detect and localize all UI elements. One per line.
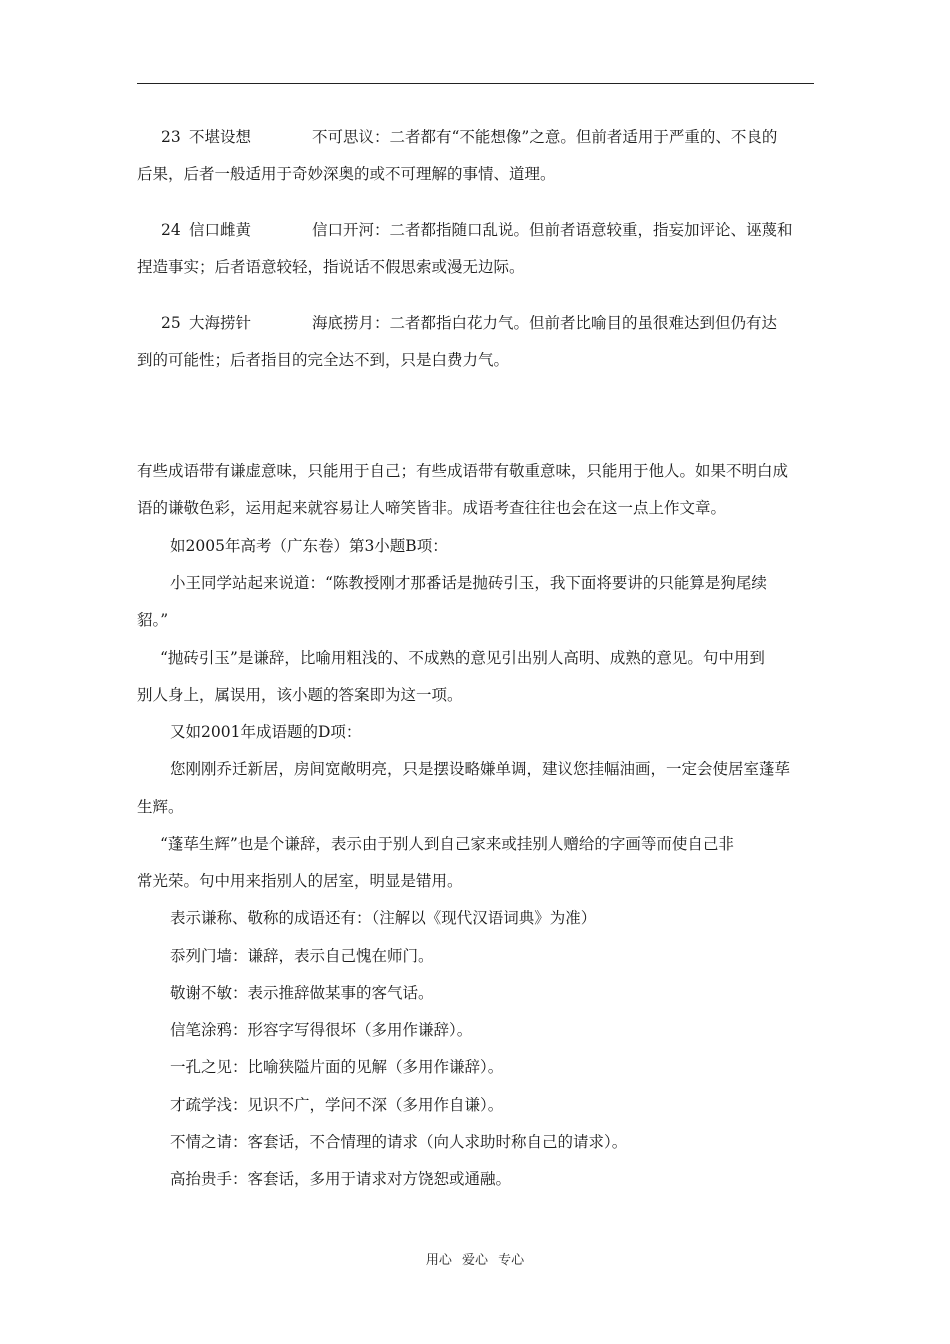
idiom-entry: 信笔涂鸦：形容字写得很坏（多用作谦辞）。: [170, 1021, 473, 1039]
body-line: 表示谦称、敬称的成语还有：（注解以《现代汉语词典》为准）: [170, 909, 597, 927]
comparison-25-continuation: 到的可能性；后者指目的完全达不到，只是白费力气。: [137, 351, 510, 369]
body-line: “抛砖引玉”是谦辞，比喻用粗浅的、不成熟的意见引出别人高明、成熟的意见。句中用到: [160, 649, 765, 667]
body-line: 貂。”: [137, 611, 169, 629]
body-line: 别人身上，属误用，该小题的答案即为这一项。: [137, 686, 463, 704]
comparison-23-number: 23: [161, 128, 181, 146]
body-line: “蓬荜生辉”也是个谦辞，表示由于别人到自己家来或挂别人赠给的字画等而使自己非: [160, 835, 734, 853]
page-footer: [0, 1249, 950, 1268]
body-line: 如2005年高考（广东卷）第3小题B项：: [170, 537, 448, 555]
comparison-24-continuation: 捏造事实；后者语意较轻，指说话不假思索或漫无边际。: [137, 258, 525, 276]
idiom-entry: 高抬贵手：客套话，多用于请求对方饶恕或通融。: [170, 1170, 512, 1188]
idiom-entry: 忝列门墙：谦辞，表示自己愧在师门。: [170, 947, 434, 965]
idiom-entry: 才疏学浅：见识不广，学问不深（多用作自谦）。: [170, 1096, 504, 1114]
comparison-24-number: 24: [161, 221, 181, 239]
comparison-23-compare: 不可思议：二者都有“不能想像”之意。但前者适用于严重的、不良的: [312, 128, 778, 146]
comparison-25-idiom: 大海捞针: [189, 314, 252, 332]
footer-word: 专心: [498, 1253, 525, 1268]
body-line: 有些成语带有谦虚意味，只能用于自己；有些成语带有敬重意味，只能用于他人。如果不明白成: [137, 462, 789, 480]
body-line: 生辉。: [137, 798, 184, 816]
body-line: 又如2001年成语题的D项：: [170, 723, 362, 741]
comparison-24-idiom: 信口雌黄: [189, 221, 252, 239]
comparison-24-compare: 信口开河：二者都指随口乱说。但前者语意较重，指妄加评论、诬蔑和: [312, 221, 793, 239]
idiom-entry: 不情之请：客套话，不合情理的请求（向人求助时称自己的请求）。: [170, 1133, 628, 1151]
comparison-23-idiom: 不堪设想: [189, 128, 252, 146]
body-line: 语的谦敬色彩，运用起来就容易让人啼笑皆非。成语考查往往也会在这一点上作文章。: [137, 499, 727, 517]
comparison-25-compare: 海底捞月：二者都指白花力气。但前者比喻目的虽很难达到但仍有达: [312, 314, 778, 332]
idiom-entry: 敬谢不敏：表示推辞做某事的客气话。: [170, 984, 434, 1002]
idiom-entry: 一孔之见：比喻狭隘片面的见解（多用作谦辞）。: [170, 1058, 504, 1076]
body-line: 您刚刚乔迁新居，房间宽敞明亮，只是摆设略嫌单调，建议您挂幅油画，一定会使居室蓬荜: [170, 760, 791, 778]
header-rule: [137, 83, 814, 84]
footer-word: 爱心: [461, 1253, 488, 1268]
comparison-25-number: 25: [161, 314, 181, 332]
footer-word: 用心: [425, 1253, 452, 1268]
comparison-23-continuation: 后果，后者一般适用于奇妙深奥的或不可理解的事情、道理。: [137, 165, 556, 183]
body-line: 小王同学站起来说道：“陈教授刚才那番话是抛砖引玉，我下面将要讲的只能算是狗尾续: [170, 574, 767, 592]
body-line: 常光荣。句中用来指别人的居室，明显是错用。: [137, 872, 463, 890]
